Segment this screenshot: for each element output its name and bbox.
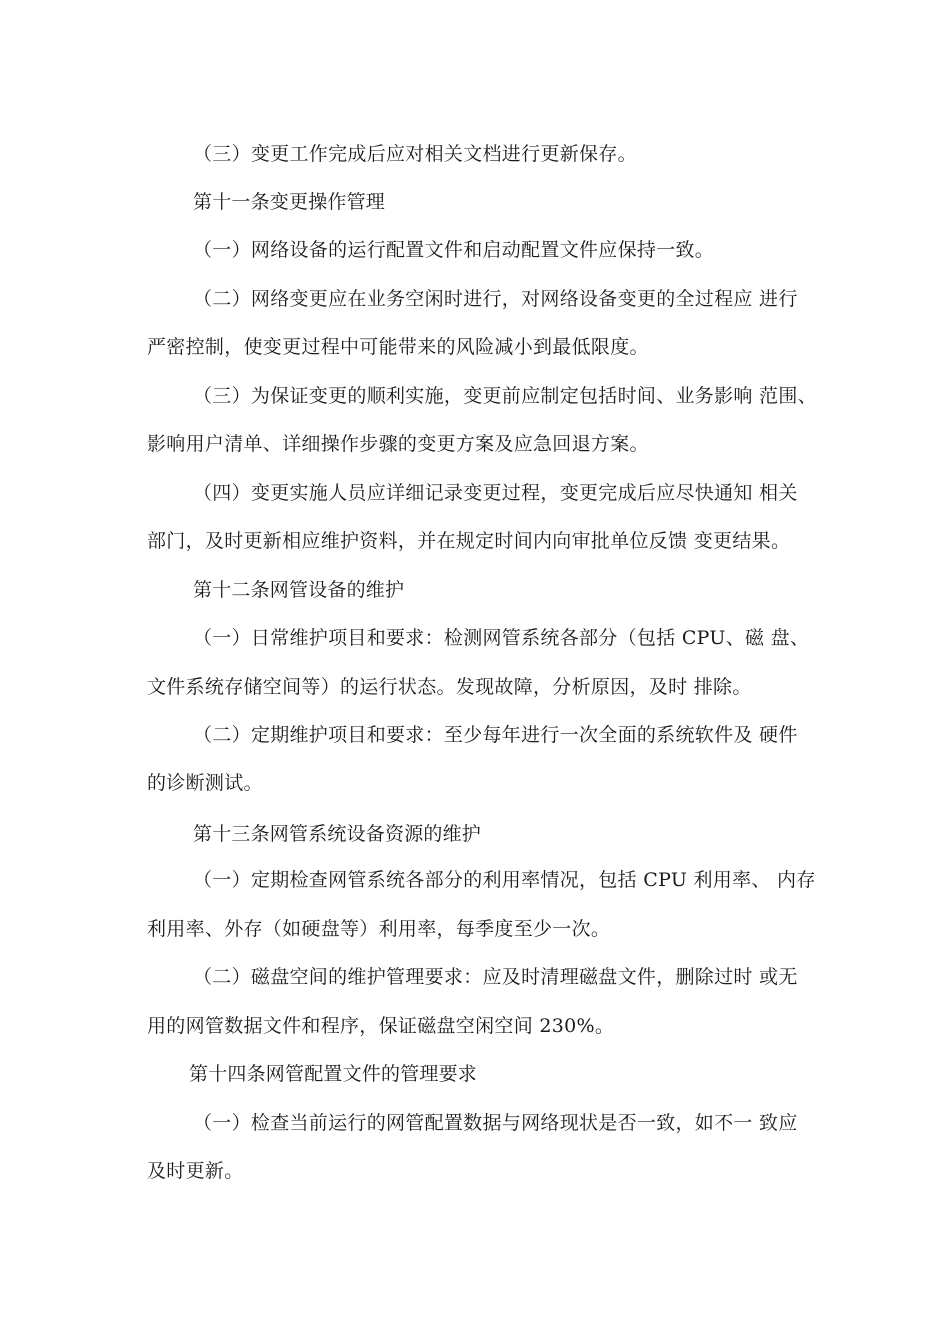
paragraph-line: （二）网络变更应在业务空闲时进行，对网络设备变更的全过程应 进行 xyxy=(193,288,798,310)
paragraph-line: 利用率、外存（如硬盘等）利用率，每季度至少一次。 xyxy=(147,918,611,940)
paragraph-line: 及时更新。 xyxy=(147,1160,244,1182)
paragraph-line: 用的网管数据文件和程序，保证磁盘空闲空间 230%。 xyxy=(147,1015,615,1037)
paragraph-line: 部门，及时更新相应维护资料，并在规定时间内向审批单位反馈 变更结果。 xyxy=(147,530,791,552)
paragraph-line: （二）定期维护项目和要求：至少每年进行一次全面的系统软件及 硬件 xyxy=(193,724,798,746)
paragraph-line: 严密控制，使变更过程中可能带来的风险减小到最低限度。 xyxy=(147,336,649,358)
article-heading: 第十二条网管设备的维护 xyxy=(193,579,405,601)
paragraph-line: （二）磁盘空间的维护管理要求：应及时清理磁盘文件，删除过时 或无 xyxy=(193,966,798,988)
paragraph-line: 的诊断测试。 xyxy=(147,772,263,794)
paragraph-line: 影响用户清单、详细操作步骤的变更方案及应急回退方案。 xyxy=(147,433,649,455)
paragraph-line: （四）变更实施人员应详细记录变更过程，变更完成后应尽快通知 相关 xyxy=(193,482,798,504)
article-heading: 第十四条网管配置文件的管理要求 xyxy=(189,1063,478,1085)
paragraph-line: （一）检查当前运行的网管配置数据与网络现状是否一致，如不一 致应 xyxy=(193,1112,798,1134)
article-heading: 第十三条网管系统设备资源的维护 xyxy=(193,823,482,845)
paragraph-line: （三）为保证变更的顺利实施，变更前应制定包括时间、业务影响 范围、 xyxy=(193,385,817,407)
paragraph-line: （一）定期检查网管系统各部分的利用率情况，包括 CPU 利用率、 内存 xyxy=(193,869,816,891)
paragraph-line: （一）网络设备的运行配置文件和启动配置文件应保持一致。 xyxy=(193,239,715,261)
paragraph-line: （一）日常维护项目和要求：检测网管系统各部分（包括 CPU、磁 盘、 xyxy=(193,627,810,649)
paragraph-line: （三）变更工作完成后应对相关文档进行更新保存。 xyxy=(193,143,637,165)
paragraph-line: 文件系统存储空间等）的运行状态。发现故障，分析原因，及时 排除。 xyxy=(147,676,752,698)
article-heading: 第十一条变更操作管理 xyxy=(193,191,386,213)
